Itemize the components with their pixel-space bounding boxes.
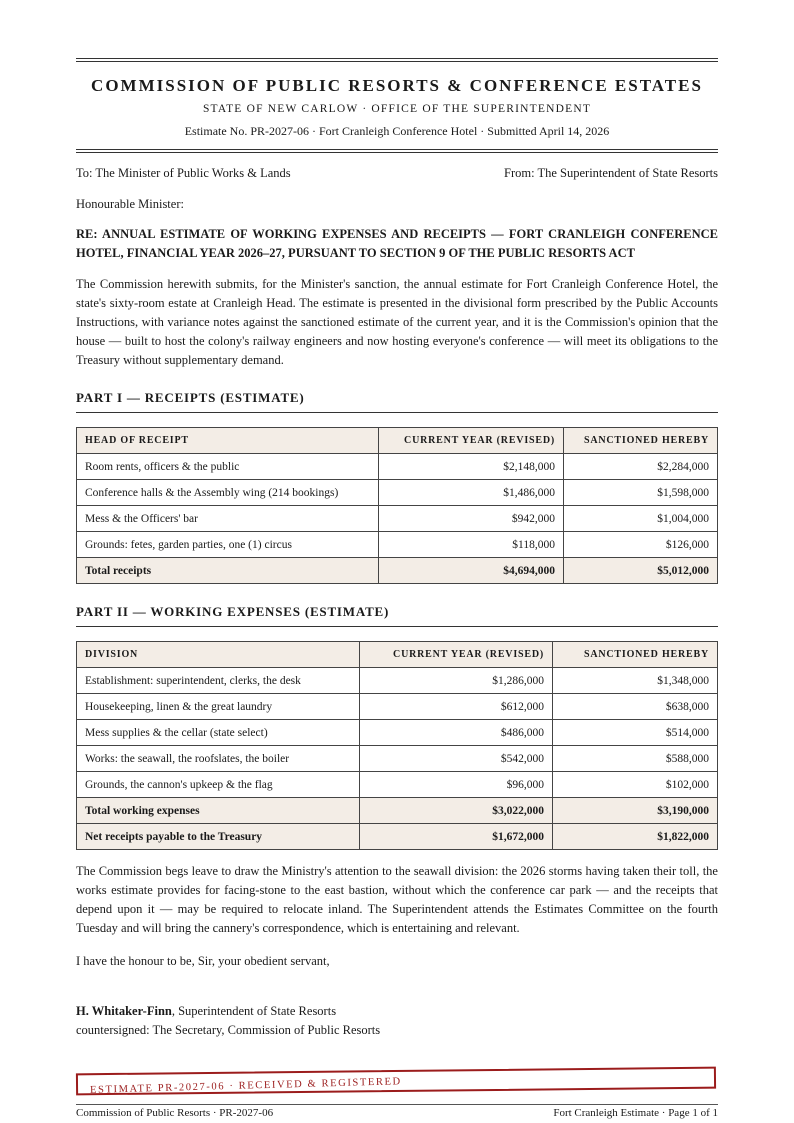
sanctioned-value: $1,348,000 bbox=[553, 668, 718, 694]
table-row bbox=[77, 668, 718, 694]
document-page bbox=[76, 58, 718, 1040]
row-label: Total receipts bbox=[77, 558, 379, 584]
current-value: $1,672,000 bbox=[360, 824, 553, 850]
subject-line: RE: ANNUAL ESTIMATE OF WORKING EXPENSES AND RECEIPTS — FORT CRANLEIGH CONFERENCE HOTEL, FINANCIAL YEAR 2026–27, PURSUANT TO SECTION 9 OF THE PUBLIC RESORTS ACT bbox=[76, 227, 718, 260]
row-label: Mess supplies & the cellar (state select) bbox=[77, 720, 360, 746]
signatory-title: , Superintendent of State Resorts bbox=[171, 1004, 337, 1018]
masthead bbox=[76, 62, 718, 149]
row-label: Net receipts payable to the Treasury bbox=[77, 824, 360, 850]
sanctioned-value: $2,284,000 bbox=[564, 454, 718, 480]
footer-left: Commission of Public Resorts · PR-2027-06 bbox=[76, 1107, 274, 1119]
signatory-name: H. Whitaker-Finn bbox=[76, 1004, 172, 1018]
expenses-table bbox=[76, 641, 718, 850]
sender: From: The Superintendent of State Resorts bbox=[504, 166, 718, 180]
closing-line: I have the honour to be, Sir, your obedient servant, bbox=[76, 954, 330, 968]
sanctioned-value: $126,000 bbox=[564, 532, 718, 558]
column-header: HEAD OF RECEIPT bbox=[77, 428, 379, 454]
row-label: Conference halls & the Assembly wing (214 bookings) bbox=[77, 480, 379, 506]
row-label: Mess & the Officers' bar bbox=[77, 506, 379, 532]
net-receipts-row bbox=[77, 824, 718, 850]
current-value: $542,000 bbox=[360, 746, 553, 772]
receipts-table bbox=[76, 427, 718, 584]
table-row bbox=[77, 532, 718, 558]
table-header-row bbox=[77, 428, 718, 454]
row-label: Works: the seawall, the roofslates, the boiler bbox=[77, 746, 360, 772]
table-row bbox=[77, 454, 718, 480]
part1-heading: PART I — RECEIPTS (ESTIMATE) bbox=[76, 390, 718, 413]
table-row bbox=[77, 506, 718, 532]
signatory-line bbox=[76, 1002, 718, 1021]
current-value: $2,148,000 bbox=[379, 454, 564, 480]
row-label: Room rents, officers & the public bbox=[77, 454, 379, 480]
row-label: Grounds: fetes, garden parties, one (1) circus bbox=[77, 532, 379, 558]
commission-subtitle: STATE OF NEW CARLOW · OFFICE OF THE SUPERINTENDENT bbox=[202, 103, 592, 115]
total-row bbox=[77, 798, 718, 824]
part2-heading: PART II — WORKING EXPENSES (ESTIMATE) bbox=[76, 604, 718, 627]
row-label: Establishment: superintendent, clerks, the desk bbox=[77, 668, 360, 694]
sanctioned-value: $638,000 bbox=[553, 694, 718, 720]
received-stamp bbox=[76, 1067, 716, 1096]
current-value: $3,022,000 bbox=[360, 798, 553, 824]
column-header: SANCTIONED HEREBY bbox=[564, 428, 718, 454]
row-label: Total working expenses bbox=[77, 798, 360, 824]
sanctioned-value: $1,598,000 bbox=[564, 480, 718, 506]
column-header: CURRENT YEAR (REVISED) bbox=[360, 642, 553, 668]
sanctioned-value: $1,822,000 bbox=[553, 824, 718, 850]
table-row bbox=[77, 480, 718, 506]
current-value: $118,000 bbox=[379, 532, 564, 558]
current-value: $486,000 bbox=[360, 720, 553, 746]
masthead-bottom-rule bbox=[76, 149, 718, 153]
current-value: $4,694,000 bbox=[379, 558, 564, 584]
sanctioned-value: $5,012,000 bbox=[564, 558, 718, 584]
table-row bbox=[77, 720, 718, 746]
salutation: Honourable Minister: bbox=[76, 197, 184, 211]
current-value: $1,286,000 bbox=[360, 668, 553, 694]
current-value: $612,000 bbox=[360, 694, 553, 720]
stamp-text: ESTIMATE PR-2027-06 · RECEIVED & REGISTERED bbox=[89, 1076, 402, 1096]
sanctioned-value: $3,190,000 bbox=[553, 798, 718, 824]
commission-title: COMMISSION OF PUBLIC RESORTS & CONFERENCE ESTATES bbox=[91, 76, 703, 95]
row-label: Housekeeping, linen & the great laundry bbox=[77, 694, 360, 720]
column-header: DIVISION bbox=[77, 642, 360, 668]
sanctioned-value: $588,000 bbox=[553, 746, 718, 772]
estimate-reference: Estimate No. PR-2027-06 · Fort Cranleigh Conference Hotel · Submitted April 14, 2026 bbox=[184, 124, 610, 138]
sanctioned-value: $102,000 bbox=[553, 772, 718, 798]
row-label: Grounds, the cannon's upkeep & the flag bbox=[77, 772, 360, 798]
page-footer bbox=[76, 1104, 718, 1119]
seawall-note-paragraph: The Commission begs leave to draw the Ministry's attention to the seawall division: the 2026 storms having taken their toll, the works estimate provides for facing-stone to the east bastion, without which the conference car park — and the receipts that depend upon it — may be required to relocate inland. The Superintendent attends the Estimates Committee on the fourth Tuesday and will bring the cannery's correspondence, which is entertaining and relevant. bbox=[76, 864, 718, 935]
current-value: $96,000 bbox=[360, 772, 553, 798]
intro-paragraph: The Commission herewith submits, for the Minister's sanction, the annual estimate for Fort Cranleigh Conference Hotel, the state's sixty-room estate at Cranleigh Head. The estimate is presented in the divisional form prescribed by the Public Accounts Instructions, with variance notes against the sanctioned estimate of the current year, and it is the Commission's opinion that the house — built to host the colony's railway engineers and now hosting everyone's conference — will meet its obligations to the Treasury without supplementary demand. bbox=[76, 277, 718, 367]
current-value: $942,000 bbox=[379, 506, 564, 532]
table-header-row bbox=[77, 642, 718, 668]
table-row bbox=[77, 694, 718, 720]
table-row bbox=[77, 772, 718, 798]
table-row bbox=[77, 746, 718, 772]
sanctioned-value: $1,004,000 bbox=[564, 506, 718, 532]
column-header: SANCTIONED HEREBY bbox=[553, 642, 718, 668]
footer-right: Fort Cranleigh Estimate · Page 1 of 1 bbox=[553, 1107, 718, 1119]
sanctioned-value: $514,000 bbox=[553, 720, 718, 746]
countersignature: countersigned: The Secretary, Commission of Public Resorts bbox=[76, 1023, 381, 1037]
total-row bbox=[77, 558, 718, 584]
column-header: CURRENT YEAR (REVISED) bbox=[379, 428, 564, 454]
addressee: To: The Minister of Public Works & Lands bbox=[76, 166, 291, 180]
signature-block bbox=[76, 1002, 718, 1040]
address-line bbox=[76, 166, 718, 181]
current-value: $1,486,000 bbox=[379, 480, 564, 506]
